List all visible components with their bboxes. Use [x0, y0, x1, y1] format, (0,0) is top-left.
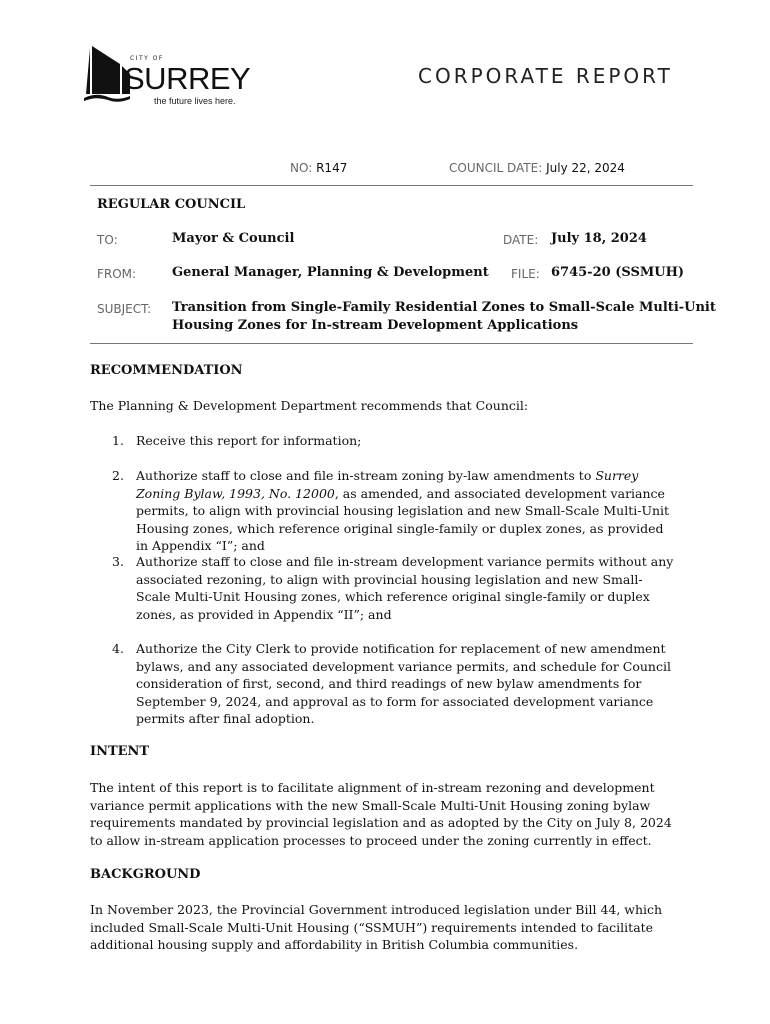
- date-label: DATE:: [503, 233, 539, 247]
- from-value: General Manager, Planning & Development: [172, 265, 489, 280]
- background-heading: BACKGROUND: [90, 867, 201, 882]
- divider-bottom: [90, 343, 693, 344]
- logo-city-of: CITY OF: [130, 55, 164, 62]
- file-label: FILE:: [511, 267, 540, 281]
- recommendation-intro: The Planning & Development Department recommends that Council:: [90, 398, 529, 413]
- to-value: Mayor & Council: [172, 231, 295, 246]
- report-number: [290, 161, 347, 175]
- from-label: FROM:: [97, 267, 137, 281]
- bylaw-reference: Surrey Zoning Bylaw, 1993, No. 12000: [136, 468, 639, 501]
- subject-line-1: Transition from Single-Family Residential Zones to Small-Scale Multi-Unit: [172, 300, 716, 315]
- list-item-number: 2.: [112, 468, 124, 483]
- recommendation-item-2: [136, 467, 676, 555]
- date-value: July 18, 2024: [551, 231, 647, 246]
- recommendation-item-3: Authorize staff to close and file in-stream development variance permits without any associated rezoning, to align with provincial housing legislation and new Small-Scale Multi-Unit Housing zones, which reference original single-family or duplex zones, as provided in Appendix “II”; and: [136, 554, 674, 622]
- recommendation-item-4: Authorize the City Clerk to provide notification for replacement of new amendment bylaws, and any associated development variance permits, and schedule for Council consideration of first, second, and third readings of new bylaw amendments for September 9, 2024, and approval as to form for associated development variance permits after final adoption.: [136, 641, 671, 726]
- logo-tagline: the future lives here.: [154, 96, 236, 106]
- council-date-value: July 22, 2024: [546, 161, 625, 175]
- logo-name: SURREY: [124, 61, 251, 96]
- council-type: REGULAR COUNCIL: [97, 197, 246, 212]
- intent-heading: INTENT: [90, 744, 150, 759]
- item-2-text-start: Authorize staff to close and file in-stream zoning by-law amendments to: [136, 468, 596, 483]
- council-date-label: COUNCIL DATE:: [449, 161, 543, 175]
- divider-top: [90, 185, 693, 186]
- report-title: CORPORATE REPORT: [418, 64, 673, 88]
- list-item-number: 4.: [112, 641, 124, 656]
- to-label: TO:: [97, 233, 118, 247]
- item-2-text-end: , as amended, and associated development variance permits, to align with provincial housing legislation and new Small-Scale Multi-Unit Housing zones, which reference original single-family or duplex zones, as provided in Appendix “I”; and: [136, 485, 670, 553]
- city-logo: [84, 44, 254, 110]
- subject-label: SUBJECT:: [97, 302, 152, 316]
- background-paragraph: In November 2023, the Provincial Government introduced legislation under Bill 44, which included Small-Scale Multi-Unit Housing (“SSMUH”) requirements intended to facilitate additional housing supply and affordability in British Columbia communities.: [90, 902, 663, 952]
- file-value: 6745-20 (SSMUH): [551, 265, 684, 280]
- recommendation-item-1: Receive this report for information;: [136, 433, 362, 448]
- recommendation-heading: RECOMMENDATION: [90, 363, 243, 378]
- intent-paragraph: The intent of this report is to facilitate alignment of in-stream rezoning and development variance permit applications with the new Small-Scale Multi-Unit Housing zoning bylaw requirements mandated by provincial legislation and as adopted by the City on July 8, 2024 to allow in-stream application processes to proceed under the zoning currently in effect.: [90, 780, 672, 848]
- report-number-value: R147: [316, 161, 348, 175]
- subject-line-2: Housing Zones for In-stream Development Applications: [172, 318, 579, 333]
- council-date: [449, 161, 625, 175]
- list-item-number: 3.: [112, 554, 124, 569]
- report-number-label: NO:: [290, 161, 313, 175]
- list-item-number: 1.: [112, 433, 124, 448]
